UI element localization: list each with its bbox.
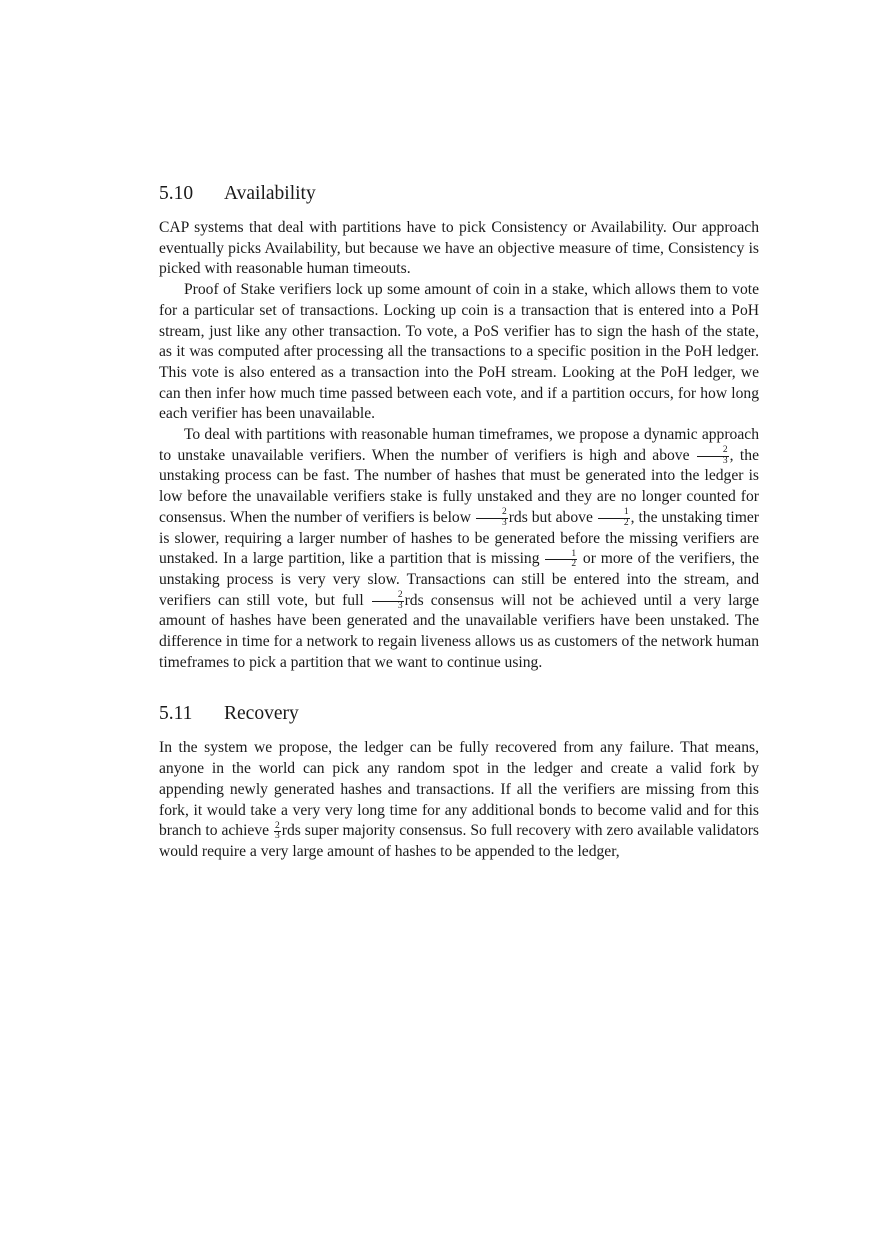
availability-paragraph-3	[159, 425, 759, 673]
text-run: , the unstaking process can be fast. The number of hashes that must be generated into the ledger is low before the unavailable verifiers stake is fully unstaked and they are no longer counted for consensus. When the number of verifiers is below	[159, 446, 759, 526]
section-heading-availability	[159, 180, 759, 208]
text-run: , the unstaking timer is slower, requiring a larger number of hashes to be generated before the missing verifiers are unstaked. In a large partition, like a partition that is missing	[159, 508, 759, 568]
section-heading-recovery	[159, 700, 759, 728]
section-number: 5.11	[159, 703, 193, 725]
paper-page	[159, 180, 759, 863]
text-run: rds super majority consensus. So full recovery with zero available validators would require a very large amount of hashes to be appended to the ledger,	[159, 822, 759, 860]
fraction-one-half: $\frac{1}{2}$	[598, 508, 630, 528]
text-run: rds but above	[508, 508, 593, 526]
fraction-two-thirds: $\frac{2}{3}$	[697, 446, 729, 466]
text-run: or more of the verifiers, the unstaking process is very very slow. Transactions can still be entered into the stream, and verifiers can still vote, but full	[159, 550, 759, 609]
availability-paragraph-2: Proof of Stake verifiers lock up some amount of coin in a stake, which allows them to vote for a particular set of transactions. Locking up coin is a transaction that is entered into a PoH stream, just like any other transaction. To vote, a PoS verifier has to sign the hash of the state, as it was computed after processing all the transactions to a specific position in the PoH ledger. This vote is also entered as a transaction into the PoH stream. Looking at the PoH ledger, we can then infer how much time passed between each vote, and if a partition occurs, for how long each verifier has been unavailable.	[159, 281, 759, 423]
fraction-two-thirds: $\frac{2}{3}$	[372, 591, 404, 611]
text-run: In the system we propose, the ledger can be fully recovered from any failure. That means, anyone in the world can pick any random spot in the ledger and create a valid fork by appending newly generated hashes and transactions. If all the verifiers are missing from this fork, it would take a very very long time for any additional bonds to become valid and for this branch to achieve	[159, 739, 759, 840]
section-title: Recovery	[224, 703, 299, 725]
text-run: rds consensus will not be achieved until a very large amount of hashes have been generated and the unavailable verifiers have been unstaked. The difference in time for a network to regain liveness allows us as customers of the network human timeframes to pick a partition that we want to continue using.	[159, 591, 760, 671]
fraction-two-thirds: $\frac{2}{3}$	[275, 820, 280, 842]
text-run: To deal with partitions with reasonable human timeframes, we propose a dynamic approach to unstake unavailable verifiers. When the number of verifiers is high and above	[159, 426, 759, 464]
availability-paragraph-1: CAP systems that deal with partitions have to pick Consistency or Availability. Our approach eventually picks Availability, but because we have an objective measure of time, Consistency is picked with reasonable human timeouts.	[159, 219, 759, 278]
section-number: 5.10	[159, 183, 194, 204]
recovery-paragraph-1	[159, 738, 759, 862]
section-title: Availability	[224, 183, 316, 204]
fraction-two-thirds: $\frac{2}{3}$	[476, 508, 508, 528]
fraction-one-half: $\frac{1}{2}$	[545, 550, 577, 570]
